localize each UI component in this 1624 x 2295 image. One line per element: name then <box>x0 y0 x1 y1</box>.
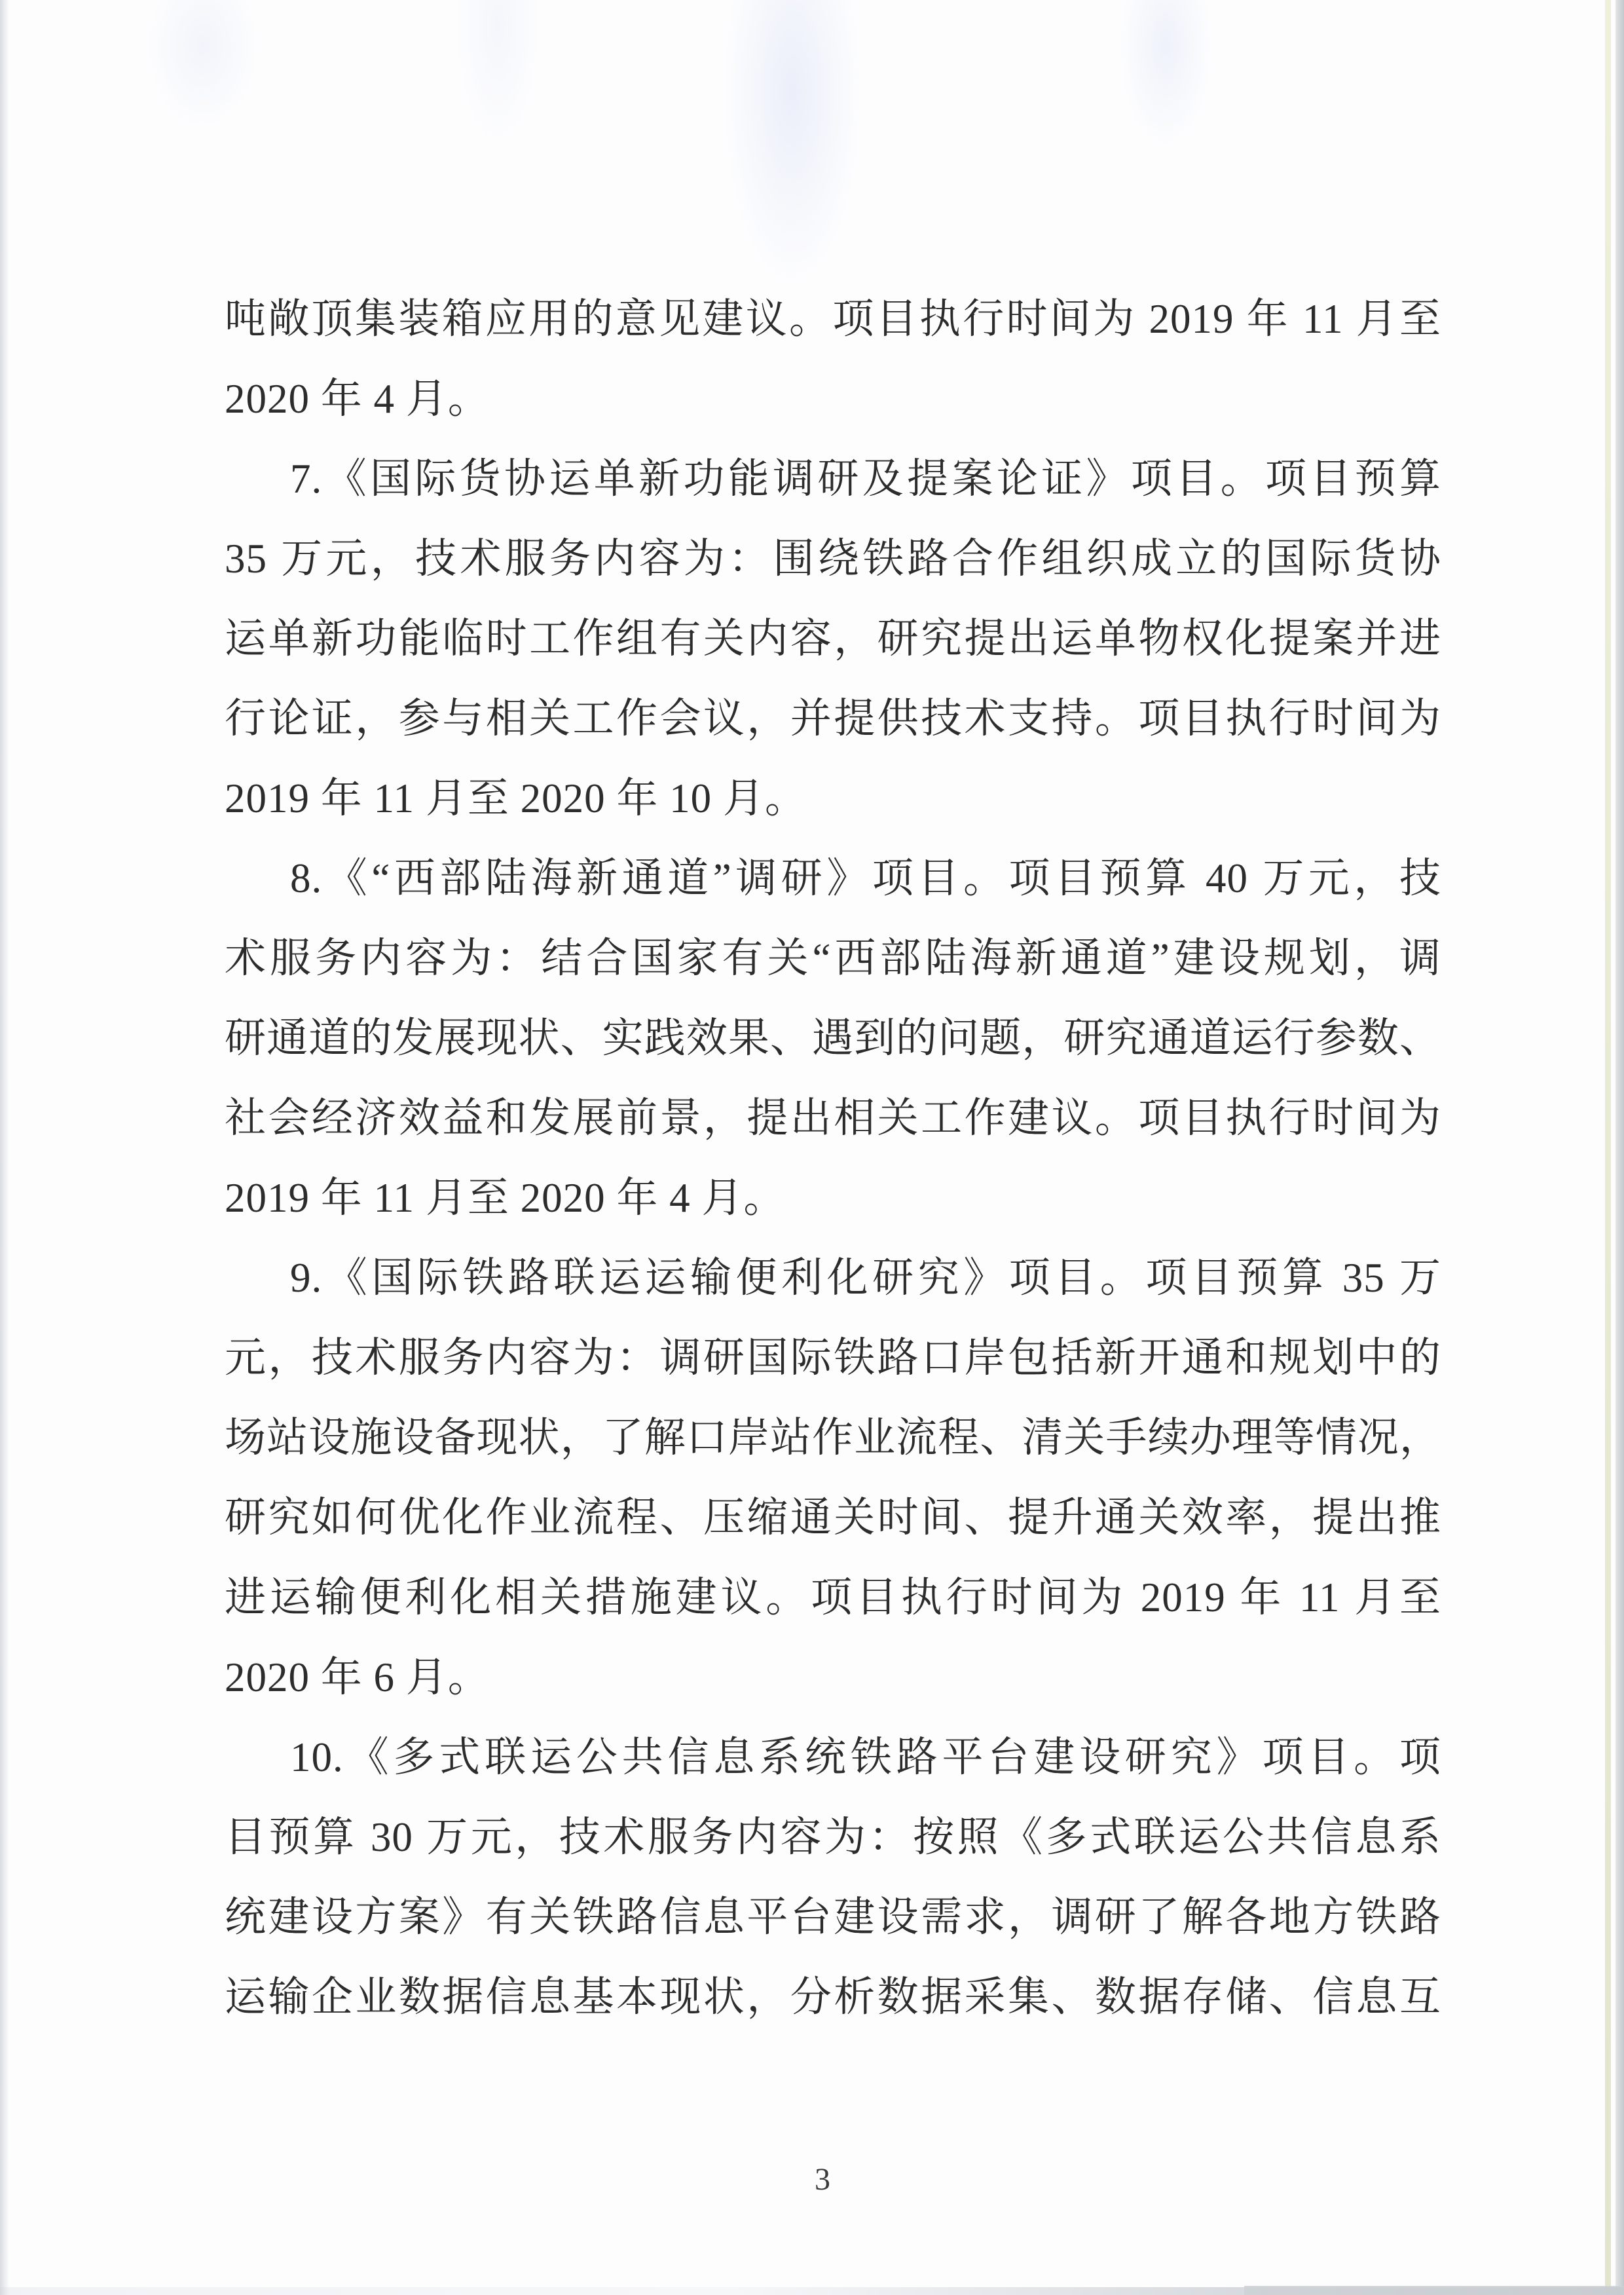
text-line: 7.《国际货协运单新功能调研及提案论证》项目。项目预算 <box>290 456 1441 502</box>
text-line: 社会经济效益和发展前景，提出相关工作建议。项目执行时间为 <box>225 1095 1441 1141</box>
scan-bottom-right-shadow <box>1244 2286 1624 2295</box>
text-line: 2019 年 11 月至 2020 年 10 月。 <box>225 775 807 821</box>
text-line: 场站设施设备现状，了解口岸站作业流程、清关手续办理等情况， <box>225 1415 1441 1461</box>
text-line: 10.《多式联运公共信息系统铁路平台建设研究》项目。项 <box>290 1734 1441 1780</box>
page-number: 3 <box>815 2162 830 2197</box>
scan-right-edge <box>1615 0 1624 2295</box>
text-line: 行论证，参与相关工作会议，并提供技术支持。项目执行时间为 <box>225 696 1441 741</box>
text-line: 8.《“西部陆海新通道”调研》项目。项目预算 40 万元，技 <box>290 855 1441 901</box>
scan-right-fold-line <box>1605 0 1611 2295</box>
text-line: 9.《国际铁路联运运输便利化研究》项目。项目预算 35 万 <box>290 1255 1441 1301</box>
text-line: 运单新功能临时工作组有关内容，研究提出运单物权化提案并进 <box>225 616 1441 662</box>
text-line: 吨敞顶集装箱应用的意见建议。项目执行时间为 2019 年 11 月至 <box>225 296 1441 342</box>
text-line: 2020 年 4 月。 <box>225 376 490 422</box>
document-body <box>225 279 1441 2037</box>
text-line: 2019 年 11 月至 2020 年 4 月。 <box>225 1175 786 1221</box>
text-line: 运输企业数据信息基本现状，分析数据采集、数据存储、信息互 <box>225 1974 1441 2020</box>
text-line: 术服务内容为：结合国家有关“西部陆海新通道”建设规划，调 <box>225 935 1441 981</box>
text-line: 目预算 30 万元，技术服务内容为：按照《多式联运公共信息系 <box>225 1814 1441 1860</box>
text-line: 元，技术服务内容为：调研国际铁路口岸包括新开通和规划中的 <box>225 1335 1441 1381</box>
scan-left-edge <box>0 0 9 2295</box>
text-line: 进运输便利化相关措施建议。项目执行时间为 2019 年 11 月至 <box>225 1575 1441 1620</box>
text-line: 统建设方案》有关铁路信息平台建设需求，调研了解各地方铁路 <box>225 1894 1441 1940</box>
text-line: 研究如何优化作业流程、压缩通关时间、提升通关效率，提出推 <box>225 1495 1441 1540</box>
text-line: 研通道的发展现状、实践效果、遇到的问题，研究通道运行参数、 <box>225 1015 1441 1061</box>
text-line: 35 万元，技术服务内容为：围绕铁路合作组织成立的国际货协 <box>225 536 1441 582</box>
text-line: 2020 年 6 月。 <box>225 1654 490 1700</box>
